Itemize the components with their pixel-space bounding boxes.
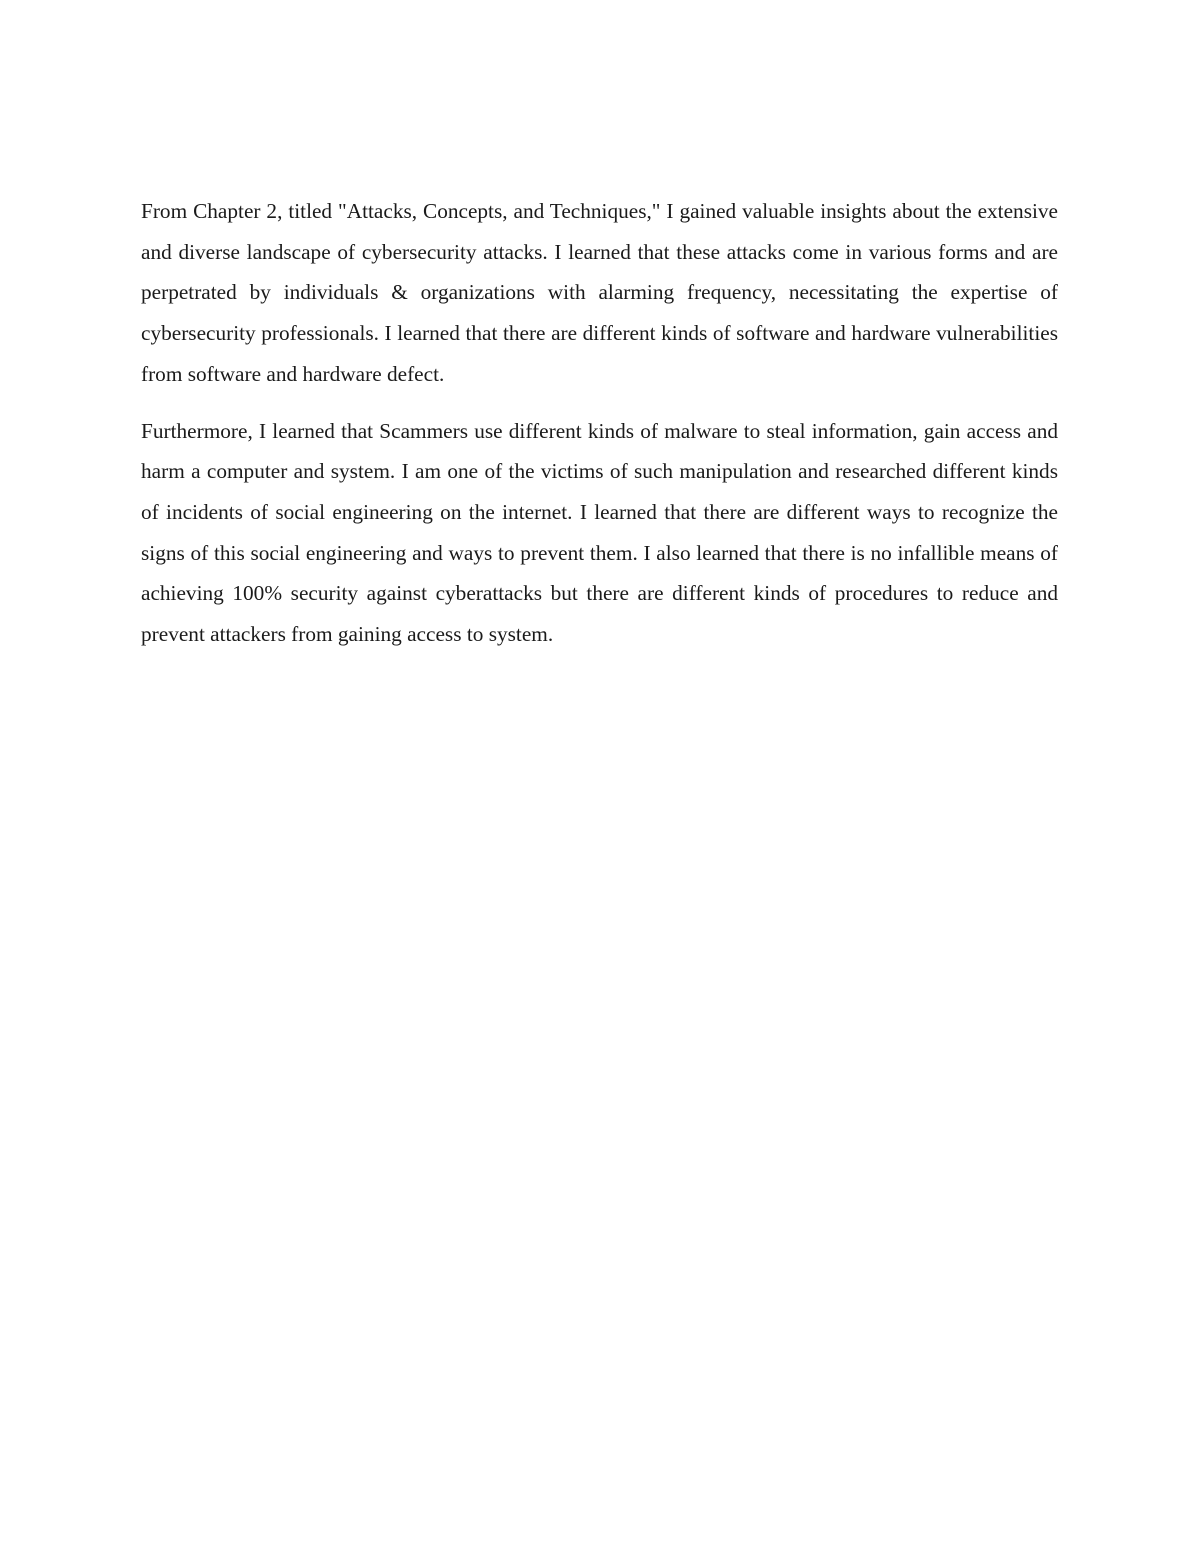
- paragraph-malware-social-engineering: Furthermore, I learned that Scammers use different kinds of malware to steal information, gain access and harm a computer and system. I am one of the victims of such manipulation and researched different kinds of incidents of social engineering on the internet. I learned that there are different ways to recognize the signs of this social engineering and ways to prevent them. I also learned that there is no infallible means of achieving 100% security against cyberattacks but there are different kinds of procedures to reduce and prevent attackers from gaining access to system.: [141, 418, 1058, 647]
- paragraph-chapter-summary: From Chapter 2, titled "Attacks, Concepts, and Techniques," I gained valuable insights about the extensive and diverse landscape of cybersecurity attacks. I learned that these attacks come in various forms and are perpetrated by individuals & organizations with alarming frequency, necessitating the expertise of cybersecurity professionals. I learned that there are different kinds of software and hardware vulnerabilities from software and hardware defect.: [141, 199, 1058, 386]
- document-body: [141, 191, 1058, 655]
